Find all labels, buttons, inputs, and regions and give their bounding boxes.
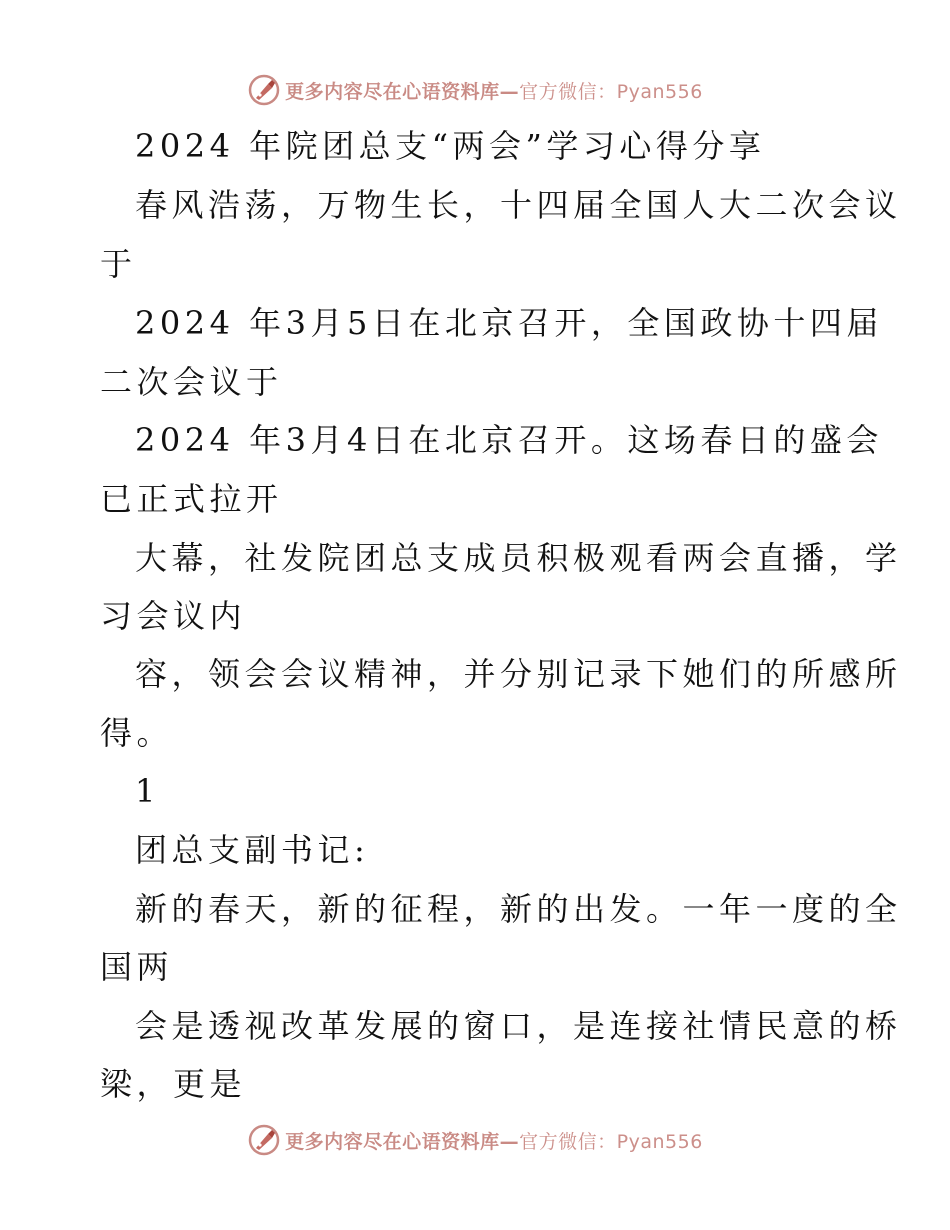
paragraph-line: 得。 <box>100 714 174 752</box>
paragraph-line: 二次会议于 <box>100 363 283 401</box>
paragraph-line: 2024 年3月5日在北京召开，全国政协十四届 <box>135 304 883 342</box>
watermark-wechat-text: 官方微信：Pyan556 <box>519 80 703 103</box>
paragraph-line: 于 <box>100 245 137 283</box>
paragraph-line: 2024 年3月4日在北京召开。这场春日的盛会 <box>135 421 883 459</box>
watermark-site-text: 更多内容尽在心语资料库— <box>285 80 520 103</box>
header-watermark <box>0 70 950 110</box>
footer-watermark <box>0 1120 950 1160</box>
section-heading: 团总支副书记: <box>135 831 370 869</box>
watermark-wechat-text: 官方微信：Pyan556 <box>519 1130 703 1153</box>
section-number: 1 <box>135 772 160 810</box>
document-title: 2024 年院团总支“两会”学习心得分享 <box>135 127 766 165</box>
paragraph-line: 会是透视改革发展的窗口，是连接社情民意的桥 <box>135 1007 902 1045</box>
paragraph-line: 春风浩荡，万物生长，十四届全国人大二次会议 <box>135 186 902 224</box>
fountain-pen-logo-icon <box>247 73 281 107</box>
watermark-text <box>285 77 703 104</box>
paragraph-line: 梁，更是 <box>100 1065 247 1103</box>
paragraph-line: 国两 <box>100 948 174 986</box>
watermark-site-text: 更多内容尽在心语资料库— <box>285 1130 520 1153</box>
paragraph-line: 容，领会会议精神，并分别记录下她们的所感所 <box>135 655 902 693</box>
paragraph-line: 已正式拉开 <box>100 480 283 518</box>
paragraph-line: 新的春天，新的征程，新的出发。一年一度的全 <box>135 890 902 928</box>
watermark-text <box>285 1127 703 1154</box>
paragraph-line: 习会议内 <box>100 597 247 635</box>
fountain-pen-logo-icon <box>247 1123 281 1157</box>
paragraph-line: 大幕，社发院团总支成员积极观看两会直播，学 <box>135 539 902 577</box>
